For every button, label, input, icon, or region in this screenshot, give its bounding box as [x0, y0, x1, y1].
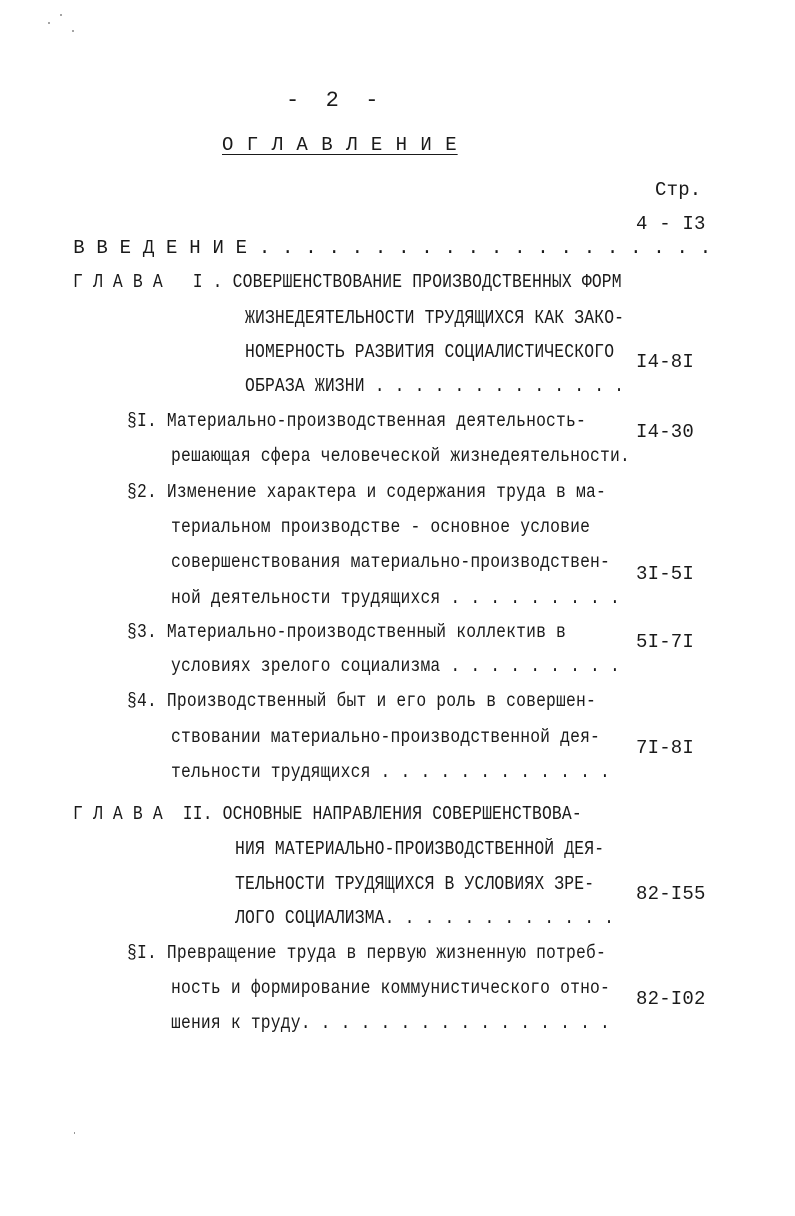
toc-page-range: 4 - I3	[636, 213, 706, 235]
toc-line: §I. Превращение труда в первую жизненную потреб-	[127, 942, 607, 964]
toc-line: НОМЕРНОСТЬ РАЗВИТИЯ СОЦИАЛИСТИЧЕСКОГО	[245, 341, 615, 363]
toc-line: решающая сфера человеческой жизнедеятельности.	[171, 445, 631, 467]
toc-page-range: 5I-7I	[636, 631, 695, 653]
toc-page-range: 82-I02	[636, 988, 706, 1010]
toc-line: ствовании материально-производственной дея-	[171, 726, 601, 748]
toc-page-range: I4-8I	[636, 351, 695, 373]
toc-title: О Г Л А В Л Е Н И Е	[222, 134, 458, 156]
toc-line: ной деятельности трудящихся . . . . . . . . .	[171, 587, 621, 609]
scan-speck	[72, 30, 74, 32]
toc-line: §2. Изменение характера и содержания труда в ма-	[127, 481, 607, 503]
toc-line: териальном производстве - основное условие	[171, 516, 591, 538]
toc-line: ность и формирование коммунистического отно-	[171, 977, 611, 999]
toc-page-range: I4-30	[636, 421, 695, 443]
toc-line: НИЯ МАТЕРИАЛЬНО-ПРОИЗВОДСТВЕННОЙ ДЕЯ-	[235, 838, 605, 860]
toc-line: §I. Материально-производственная деятельность-	[127, 410, 587, 432]
toc-line: шения к труду. . . . . . . . . . . . . . . .	[171, 1012, 611, 1034]
toc-line: совершенствования материально-производствен-	[171, 551, 611, 573]
toc-line: ТЕЛЬНОСТИ ТРУДЯЩИХСЯ В УСЛОВИЯХ ЗРЕ-	[235, 873, 595, 895]
toc-page-range: 7I-8I	[636, 737, 695, 759]
toc-page-range: 3I-5I	[636, 563, 695, 585]
toc-line: ЛОГО СОЦИАЛИЗМА. . . . . . . . . . . .	[235, 907, 615, 929]
toc-line: §3. Материально-производственный коллектив в	[127, 621, 567, 643]
toc-line: ЖИЗНЕДЕЯТЕЛЬНОСТИ ТРУДЯЩИХСЯ КАК ЗАКО-	[245, 307, 625, 329]
scan-speck	[74, 1132, 75, 1134]
toc-section-cont	[148, 736, 682, 784]
scan-speck	[48, 22, 50, 24]
toc-page-range: 82-I55	[636, 883, 706, 905]
page-number: - 2 -	[286, 88, 379, 113]
scan-speck	[60, 14, 62, 16]
toc-line: тельности трудящихся . . . . . . . . . . . .	[171, 761, 611, 783]
toc-line: условиях зрелого социализма . . . . . . . . .	[171, 655, 621, 677]
toc-line: Г Л А В А I . СОВЕРШЕНСТВОВАНИЕ ПРОИЗВОДСТВЕННЫХ ФОРМ	[73, 271, 622, 293]
page-column-label: Стр.	[655, 179, 702, 201]
toc-line: В В Е Д Е Н И Е . . . . . . . . . . . . . . . . . . . .	[73, 237, 712, 259]
toc-line: §4. Производственный быт и его роль в совершен-	[127, 690, 597, 712]
toc-line: ОБРАЗА ЖИЗНИ . . . . . . . . . . . . .	[245, 375, 625, 397]
toc-line: Г Л А В А II. ОСНОВНЫЕ НАПРАВЛЕНИЯ СОВЕРШЕНСТВОВА-	[73, 803, 583, 825]
toc-section-cont	[148, 987, 682, 1035]
